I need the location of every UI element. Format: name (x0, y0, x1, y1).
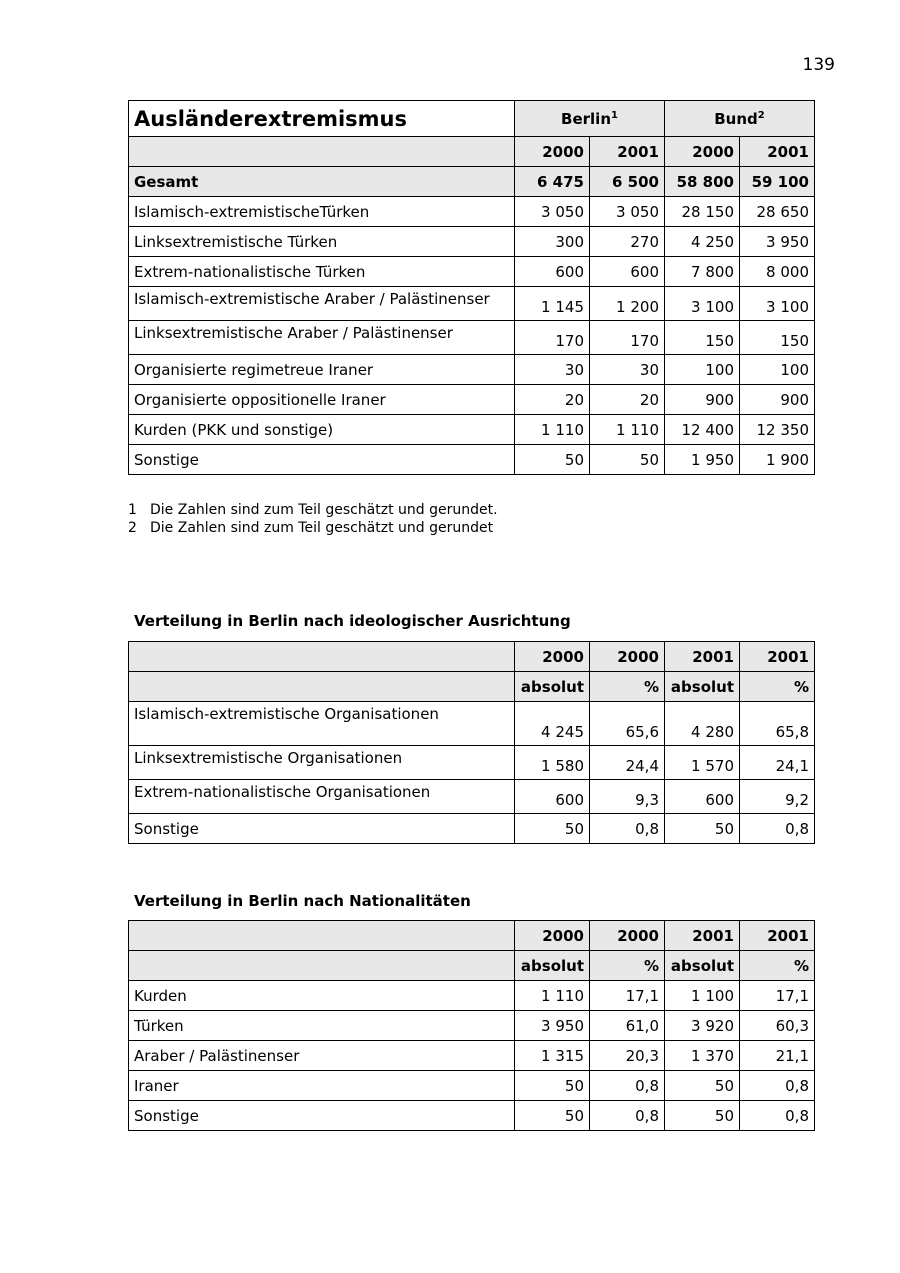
row-value: 20 (515, 385, 590, 415)
year-header: 2000 (665, 137, 740, 167)
total-value: 58 800 (665, 167, 740, 197)
year-header: 2001 (665, 642, 740, 672)
row-value: 1 110 (515, 981, 590, 1011)
nationalitaeten-heading: Verteilung in Berlin nach Nationalitäten (134, 892, 471, 910)
year-header: 2001 (740, 642, 815, 672)
table-row (129, 1101, 815, 1131)
unit-header: % (590, 951, 665, 981)
row-value: 1 370 (665, 1041, 740, 1071)
table-row (129, 355, 815, 385)
row-value: 24,1 (740, 746, 815, 780)
row-value: 170 (515, 321, 590, 355)
row-label: Araber / Palästinenser (129, 1041, 515, 1071)
table-row (129, 257, 815, 287)
row-value: 0,8 (590, 1101, 665, 1131)
row-value: 3 100 (740, 287, 815, 321)
table-row (129, 385, 815, 415)
year-header: 2000 (515, 137, 590, 167)
row-label: Extrem-nationalistische Organisationen (129, 780, 515, 814)
table-row (129, 1011, 815, 1041)
row-value: 1 110 (515, 415, 590, 445)
row-label: Kurden (PKK und sonstige) (129, 415, 515, 445)
total-value: 6 500 (590, 167, 665, 197)
unit-header-row (129, 672, 815, 702)
row-value: 1 315 (515, 1041, 590, 1071)
row-value: 600 (590, 257, 665, 287)
row-value: 9,2 (740, 780, 815, 814)
unit-header: % (740, 672, 815, 702)
row-value: 3 920 (665, 1011, 740, 1041)
year-header-row (129, 642, 815, 672)
row-value: 50 (515, 1071, 590, 1101)
year-header: 2000 (590, 921, 665, 951)
footnote: 2 Die Zahlen sind zum Teil geschätzt und gerundet (128, 520, 494, 536)
row-value: 600 (515, 780, 590, 814)
table-row (129, 1041, 815, 1071)
row-value: 20 (590, 385, 665, 415)
row-label: Sonstige (129, 814, 515, 844)
row-value: 150 (665, 321, 740, 355)
year-header: 2000 (515, 642, 590, 672)
table-row (129, 1071, 815, 1101)
row-label: Linksextremistische Araber / Palästinenser (129, 321, 515, 355)
row-value: 100 (665, 355, 740, 385)
group-header-bund: Bund$^2$ (665, 101, 815, 137)
row-value: 1 110 (590, 415, 665, 445)
row-value: 3 100 (665, 287, 740, 321)
row-value: 3 050 (590, 197, 665, 227)
row-value: 3 050 (515, 197, 590, 227)
row-value: 12 350 (740, 415, 815, 445)
row-value: 3 950 (740, 227, 815, 257)
row-value: 0,8 (740, 1101, 815, 1131)
row-label: Linksextremistische Organisationen (129, 746, 515, 780)
row-value: 4 280 (665, 702, 740, 746)
auslaenderextremismus-table (128, 100, 815, 475)
year-header-row (129, 921, 815, 951)
row-value: 61,0 (590, 1011, 665, 1041)
row-value: 1 200 (590, 287, 665, 321)
row-value: 4 250 (665, 227, 740, 257)
row-value: 1 580 (515, 746, 590, 780)
year-header-row (129, 137, 815, 167)
year-header: 2001 (590, 137, 665, 167)
row-value: 9,3 (590, 780, 665, 814)
row-value: 28 150 (665, 197, 740, 227)
table-title: Ausländerextremismus (129, 101, 515, 137)
total-value: 6 475 (515, 167, 590, 197)
row-value: 150 (740, 321, 815, 355)
row-value: 900 (665, 385, 740, 415)
row-value: 1 900 (740, 445, 815, 475)
row-value: 50 (665, 814, 740, 844)
row-value: 50 (665, 1101, 740, 1131)
row-label: Islamisch-extremistischeTürken (129, 197, 515, 227)
row-value: 7 800 (665, 257, 740, 287)
ideologie-table (128, 641, 815, 844)
table-row (129, 321, 815, 355)
year-header: 2001 (740, 137, 815, 167)
row-value: 50 (515, 445, 590, 475)
row-value: 3 950 (515, 1011, 590, 1041)
row-value: 900 (740, 385, 815, 415)
row-value: 24,4 (590, 746, 665, 780)
row-value: 20,3 (590, 1041, 665, 1071)
row-label: Sonstige (129, 445, 515, 475)
row-value: 60,3 (740, 1011, 815, 1041)
row-label: Organisierte oppositionelle Iraner (129, 385, 515, 415)
unit-header-row (129, 951, 815, 981)
total-label: Gesamt (129, 167, 515, 197)
row-value: 30 (515, 355, 590, 385)
row-value: 28 650 (740, 197, 815, 227)
unit-header: absolut (665, 672, 740, 702)
row-label: Iraner (129, 1071, 515, 1101)
table-row (129, 814, 815, 844)
row-value: 50 (515, 1101, 590, 1131)
row-value: 50 (515, 814, 590, 844)
row-value: 1 570 (665, 746, 740, 780)
row-value: 8 000 (740, 257, 815, 287)
nationalitaeten-table (128, 920, 815, 1131)
table-row (129, 197, 815, 227)
row-value: 17,1 (590, 981, 665, 1011)
row-value: 0,8 (740, 814, 815, 844)
ideologie-heading: Verteilung in Berlin nach ideologischer Ausrichtung (134, 612, 571, 630)
row-value: 0,8 (590, 1071, 665, 1101)
group-header-berlin: Berlin$^1$ (515, 101, 665, 137)
table-row (129, 981, 815, 1011)
page-number: 139 (802, 55, 835, 75)
row-value: 50 (665, 1071, 740, 1101)
row-label: Linksextremistische Türken (129, 227, 515, 257)
year-header: 2000 (515, 921, 590, 951)
total-value: 59 100 (740, 167, 815, 197)
year-header: 2001 (665, 921, 740, 951)
table-row (129, 445, 815, 475)
row-value: 100 (740, 355, 815, 385)
year-header: 2001 (740, 921, 815, 951)
table-row (129, 227, 815, 257)
unit-header: absolut (515, 672, 590, 702)
table-row (129, 780, 815, 814)
unit-header: % (590, 672, 665, 702)
unit-header: absolut (665, 951, 740, 981)
row-value: 17,1 (740, 981, 815, 1011)
table-row (129, 415, 815, 445)
row-label: Sonstige (129, 1101, 515, 1131)
row-label: Islamisch-extremistische Araber / Palästinenser (129, 287, 515, 321)
row-label: Türken (129, 1011, 515, 1041)
row-value: 65,8 (740, 702, 815, 746)
row-value: 50 (590, 445, 665, 475)
unit-header: % (740, 951, 815, 981)
row-value: 4 245 (515, 702, 590, 746)
row-value: 1 145 (515, 287, 590, 321)
row-value: 170 (590, 321, 665, 355)
table-row (129, 746, 815, 780)
row-label: Organisierte regimetreue Iraner (129, 355, 515, 385)
row-value: 12 400 (665, 415, 740, 445)
row-value: 270 (590, 227, 665, 257)
row-value: 1 100 (665, 981, 740, 1011)
row-value: 600 (515, 257, 590, 287)
table-row (129, 287, 815, 321)
row-value: 0,8 (590, 814, 665, 844)
footnote: 1 Die Zahlen sind zum Teil geschätzt und gerundet. (128, 502, 498, 518)
footnotes (128, 501, 498, 537)
row-value: 300 (515, 227, 590, 257)
row-value: 21,1 (740, 1041, 815, 1071)
row-value: 1 950 (665, 445, 740, 475)
row-value: 600 (665, 780, 740, 814)
row-label: Islamisch-extremistische Organisationen (129, 702, 515, 746)
row-label: Extrem-nationalistische Türken (129, 257, 515, 287)
row-value: 30 (590, 355, 665, 385)
row-value: 0,8 (740, 1071, 815, 1101)
total-row (129, 167, 815, 197)
unit-header: absolut (515, 951, 590, 981)
year-header: 2000 (590, 642, 665, 672)
row-label: Kurden (129, 981, 515, 1011)
row-value: 65,6 (590, 702, 665, 746)
table-row (129, 702, 815, 746)
